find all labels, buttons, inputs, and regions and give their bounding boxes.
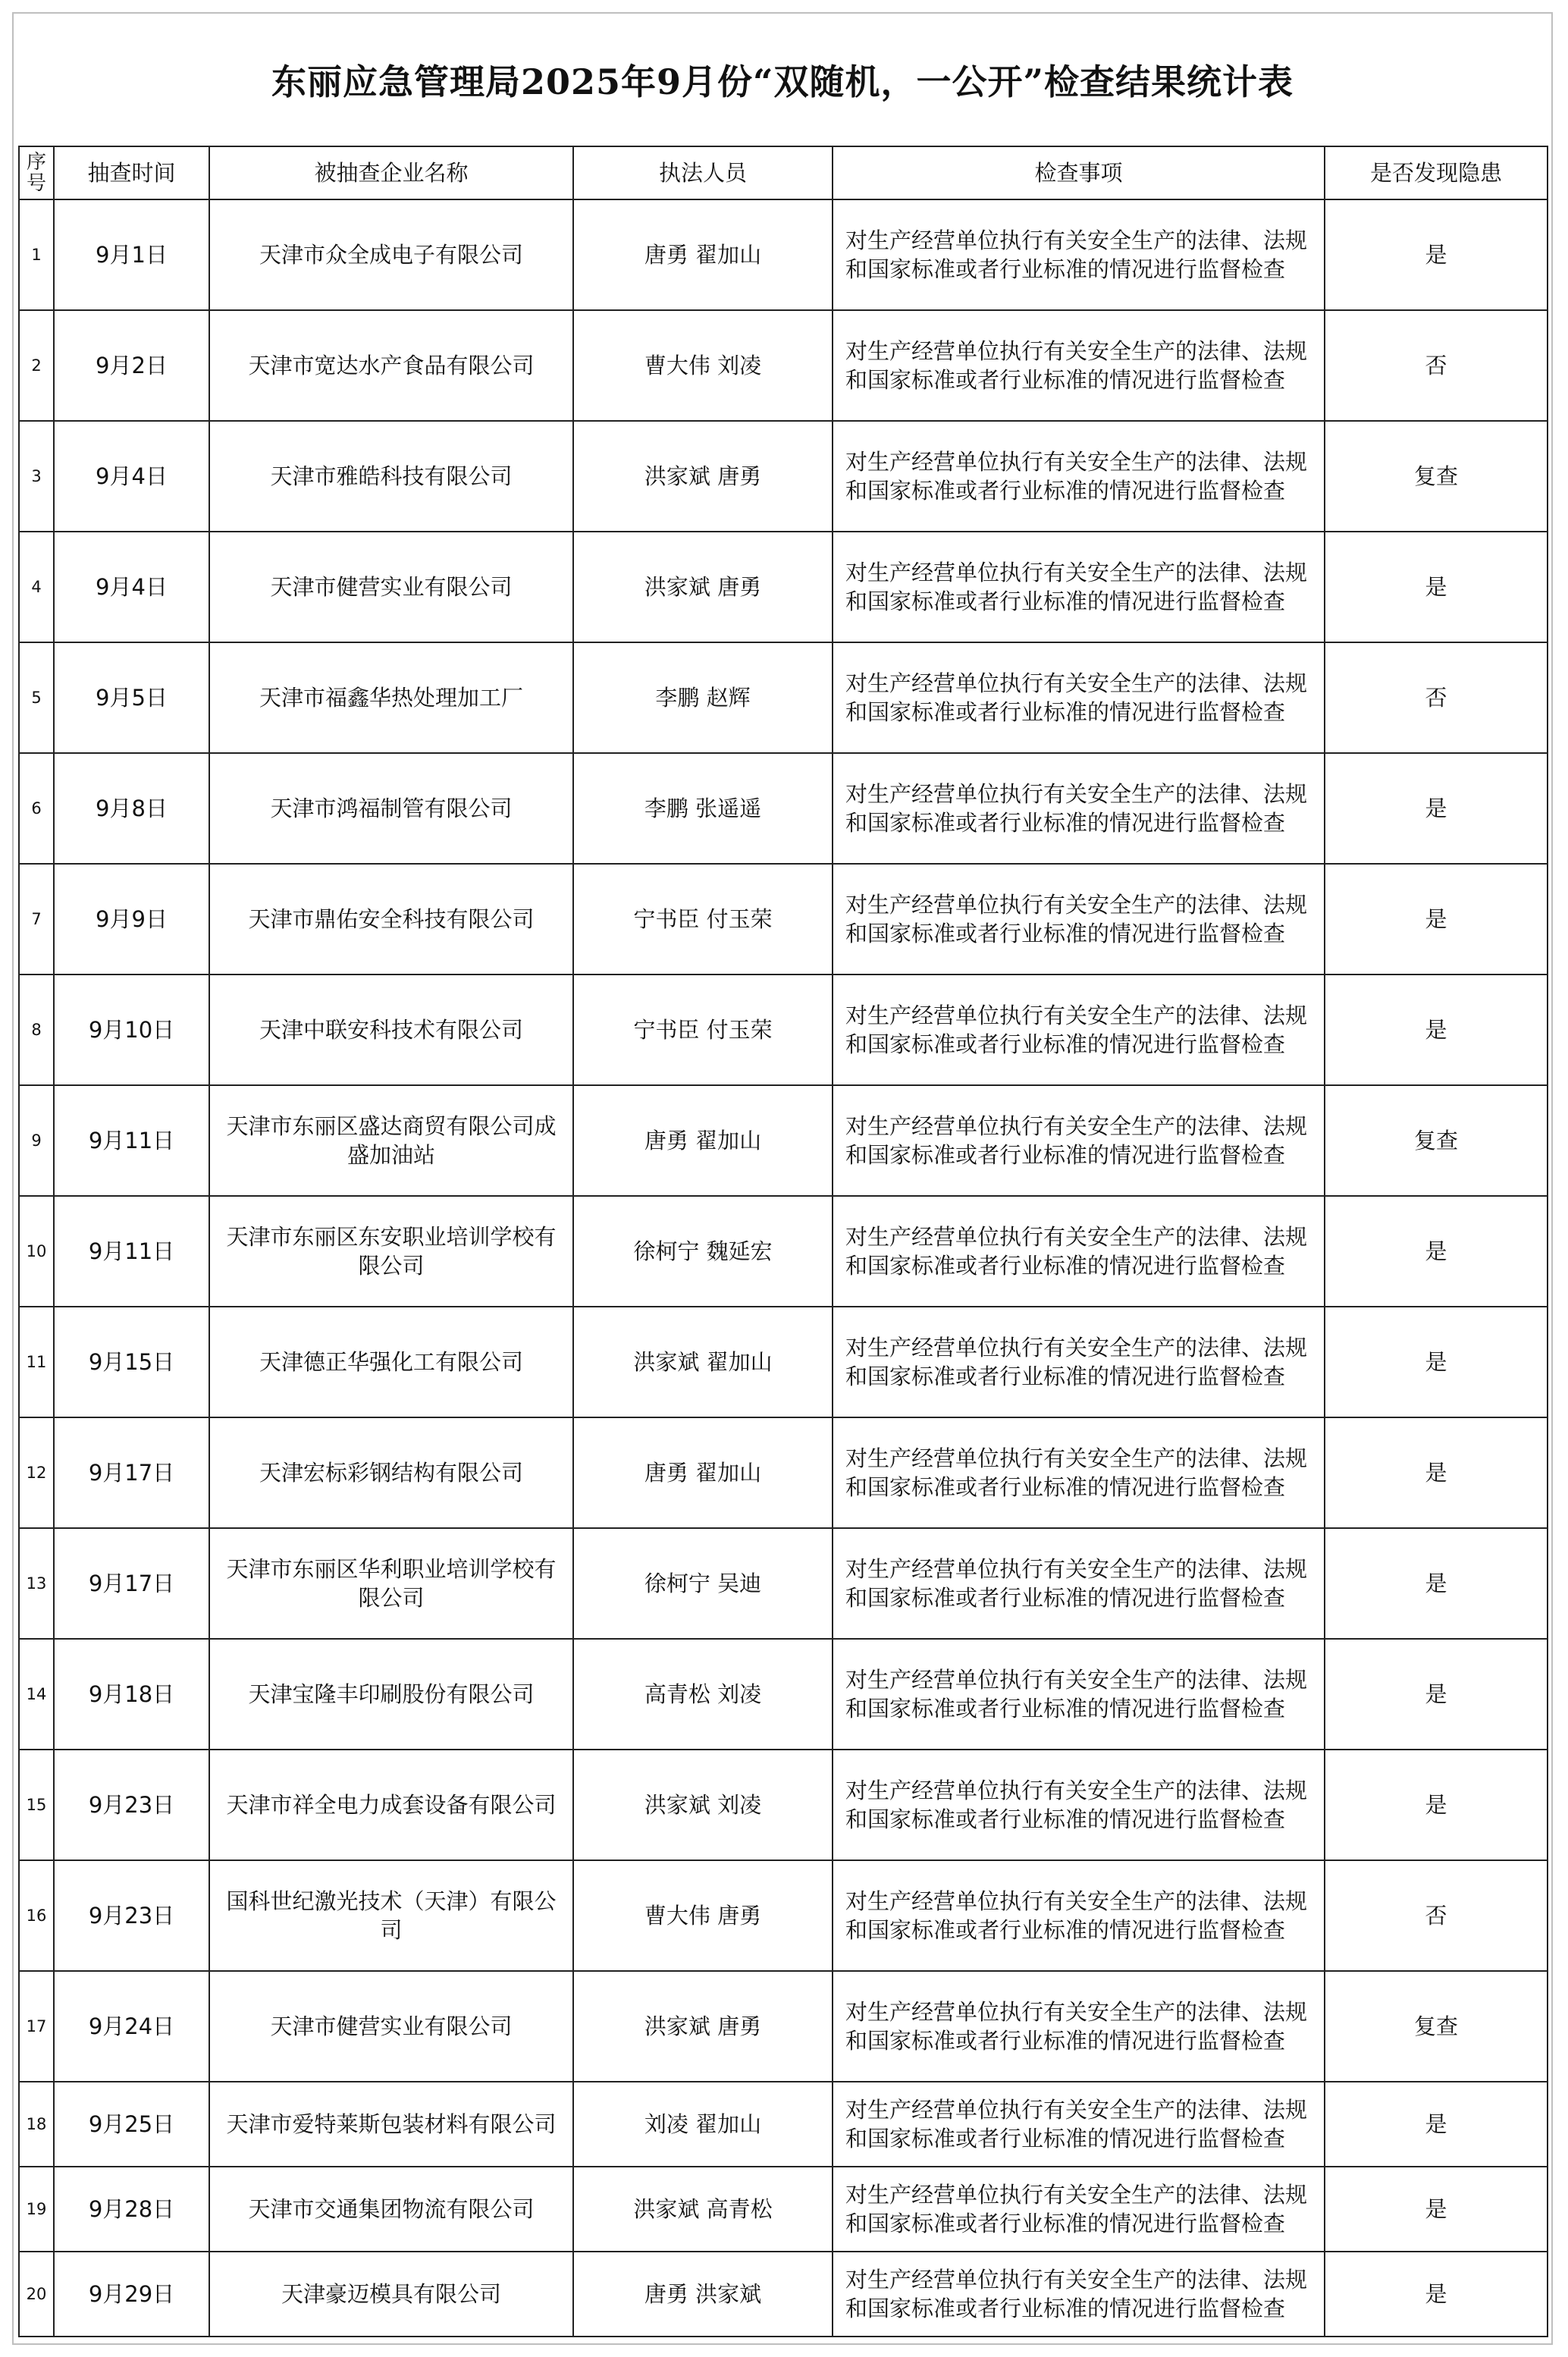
cell-item: 对生产经营单位执行有关安全生产的法律、法规和国家标准或者行业标准的情况进行监督检查 — [833, 974, 1325, 1085]
cell-hazard: 是 — [1325, 2082, 1548, 2167]
cell-date: 9月18日 — [54, 1639, 209, 1750]
cell-company: 天津市东丽区盛达商贸有限公司成盛加油站 — [209, 1085, 573, 1196]
cell-hazard: 是 — [1325, 864, 1548, 974]
header-company: 被抽查企业名称 — [209, 146, 573, 199]
cell-officers: 洪家斌 唐勇 — [573, 421, 833, 532]
cell-seq: 18 — [19, 2082, 54, 2167]
cell-company: 天津市众全成电子有限公司 — [209, 199, 573, 310]
cell-hazard: 是 — [1325, 1307, 1548, 1417]
cell-hazard: 否 — [1325, 310, 1548, 421]
cell-officers: 洪家斌 刘凌 — [573, 1750, 833, 1860]
cell-date: 9月25日 — [54, 2082, 209, 2167]
cell-officers: 宁书臣 付玉荣 — [573, 974, 833, 1085]
cell-company: 天津市交通集团物流有限公司 — [209, 2167, 573, 2252]
cell-officers: 李鹏 张遥遥 — [573, 753, 833, 864]
cell-hazard: 是 — [1325, 2252, 1548, 2337]
table-row — [19, 1639, 1548, 1750]
cell-item: 对生产经营单位执行有关安全生产的法律、法规和国家标准或者行业标准的情况进行监督检查 — [833, 2167, 1325, 2252]
cell-seq: 11 — [19, 1307, 54, 1417]
header-officers: 执法人员 — [573, 146, 833, 199]
cell-seq: 20 — [19, 2252, 54, 2337]
cell-officers: 高青松 刘凌 — [573, 1639, 833, 1750]
cell-seq: 19 — [19, 2167, 54, 2252]
cell-officers: 洪家斌 翟加山 — [573, 1307, 833, 1417]
cell-date: 9月29日 — [54, 2252, 209, 2337]
cell-date: 9月1日 — [54, 199, 209, 310]
table-row — [19, 1196, 1548, 1307]
cell-company: 天津市东丽区华利职业培训学校有限公司 — [209, 1528, 573, 1639]
cell-company: 天津市鼎佑安全科技有限公司 — [209, 864, 573, 974]
table-row — [19, 1417, 1548, 1528]
cell-hazard: 是 — [1325, 1528, 1548, 1639]
cell-hazard: 是 — [1325, 1196, 1548, 1307]
cell-item: 对生产经营单位执行有关安全生产的法律、法规和国家标准或者行业标准的情况进行监督检查 — [833, 2082, 1325, 2167]
cell-company: 天津市鸿福制管有限公司 — [209, 753, 573, 864]
cell-seq: 12 — [19, 1417, 54, 1528]
cell-date: 9月2日 — [54, 310, 209, 421]
cell-officers: 唐勇 翟加山 — [573, 1085, 833, 1196]
table-row — [19, 753, 1548, 864]
cell-officers: 洪家斌 唐勇 — [573, 1971, 833, 2082]
inspection-results-table — [18, 146, 1548, 2337]
cell-date: 9月15日 — [54, 1307, 209, 1417]
table-row — [19, 199, 1548, 310]
cell-officers: 洪家斌 高青松 — [573, 2167, 833, 2252]
cell-hazard: 是 — [1325, 2167, 1548, 2252]
cell-date: 9月17日 — [54, 1417, 209, 1528]
table-row — [19, 1085, 1548, 1196]
table-row — [19, 421, 1548, 532]
cell-company: 天津宝隆丰印刷股份有限公司 — [209, 1639, 573, 1750]
cell-item: 对生产经营单位执行有关安全生产的法律、法规和国家标准或者行业标准的情况进行监督检查 — [833, 753, 1325, 864]
header-item: 检查事项 — [833, 146, 1325, 199]
table-row — [19, 974, 1548, 1085]
cell-company: 天津市爱特莱斯包装材料有限公司 — [209, 2082, 573, 2167]
cell-seq: 16 — [19, 1860, 54, 1971]
cell-hazard: 是 — [1325, 532, 1548, 642]
cell-item: 对生产经营单位执行有关安全生产的法律、法规和国家标准或者行业标准的情况进行监督检查 — [833, 1085, 1325, 1196]
cell-company: 天津市福鑫华热处理加工厂 — [209, 642, 573, 753]
cell-hazard: 是 — [1325, 199, 1548, 310]
header-seq: 序号 — [19, 146, 54, 199]
cell-item: 对生产经营单位执行有关安全生产的法律、法规和国家标准或者行业标准的情况进行监督检查 — [833, 2252, 1325, 2337]
cell-officers: 唐勇 洪家斌 — [573, 2252, 833, 2337]
cell-item: 对生产经营单位执行有关安全生产的法律、法规和国家标准或者行业标准的情况进行监督检查 — [833, 1971, 1325, 2082]
table-row — [19, 310, 1548, 421]
cell-item: 对生产经营单位执行有关安全生产的法律、法规和国家标准或者行业标准的情况进行监督检查 — [833, 1860, 1325, 1971]
cell-hazard: 复查 — [1325, 421, 1548, 532]
cell-item: 对生产经营单位执行有关安全生产的法律、法规和国家标准或者行业标准的情况进行监督检查 — [833, 310, 1325, 421]
cell-hazard: 否 — [1325, 1860, 1548, 1971]
cell-company: 天津中联安科技术有限公司 — [209, 974, 573, 1085]
page-title: 东丽应急管理局2025年9月份“双随机，一公开”检查结果统计表 — [271, 61, 1294, 102]
cell-company: 天津市健营实业有限公司 — [209, 1971, 573, 2082]
cell-company: 国科世纪激光技术（天津）有限公司 — [209, 1860, 573, 1971]
cell-officers: 洪家斌 唐勇 — [573, 532, 833, 642]
cell-seq: 4 — [19, 532, 54, 642]
cell-date: 9月23日 — [54, 1750, 209, 1860]
document-sheet — [12, 12, 1553, 2345]
cell-company: 天津豪迈模具有限公司 — [209, 2252, 573, 2337]
cell-hazard: 复查 — [1325, 1085, 1548, 1196]
cell-hazard: 是 — [1325, 1417, 1548, 1528]
cell-officers: 徐柯宁 吴迪 — [573, 1528, 833, 1639]
table-row — [19, 1860, 1548, 1971]
cell-officers: 宁书臣 付玉荣 — [573, 864, 833, 974]
table-row — [19, 864, 1548, 974]
cell-company: 天津宏标彩钢结构有限公司 — [209, 1417, 573, 1528]
cell-item: 对生产经营单位执行有关安全生产的法律、法规和国家标准或者行业标准的情况进行监督检查 — [833, 421, 1325, 532]
table-row — [19, 1971, 1548, 2082]
cell-date: 9月9日 — [54, 864, 209, 974]
header-hazard: 是否发现隐患 — [1325, 146, 1548, 199]
cell-item: 对生产经营单位执行有关安全生产的法律、法规和国家标准或者行业标准的情况进行监督检查 — [833, 1307, 1325, 1417]
cell-item: 对生产经营单位执行有关安全生产的法律、法规和国家标准或者行业标准的情况进行监督检查 — [833, 864, 1325, 974]
cell-seq: 17 — [19, 1971, 54, 2082]
cell-hazard: 是 — [1325, 974, 1548, 1085]
cell-item: 对生产经营单位执行有关安全生产的法律、法规和国家标准或者行业标准的情况进行监督检查 — [833, 1417, 1325, 1528]
cell-company: 天津市健营实业有限公司 — [209, 532, 573, 642]
cell-date: 9月10日 — [54, 974, 209, 1085]
cell-seq: 5 — [19, 642, 54, 753]
table-row — [19, 1750, 1548, 1860]
cell-hazard: 否 — [1325, 642, 1548, 753]
cell-company: 天津市宽达水产食品有限公司 — [209, 310, 573, 421]
cell-hazard: 是 — [1325, 1750, 1548, 1860]
cell-item: 对生产经营单位执行有关安全生产的法律、法规和国家标准或者行业标准的情况进行监督检查 — [833, 642, 1325, 753]
cell-item: 对生产经营单位执行有关安全生产的法律、法规和国家标准或者行业标准的情况进行监督检查 — [833, 1528, 1325, 1639]
cell-date: 9月4日 — [54, 421, 209, 532]
cell-hazard: 复查 — [1325, 1971, 1548, 2082]
table-body — [19, 199, 1548, 2337]
cell-date: 9月4日 — [54, 532, 209, 642]
cell-seq: 3 — [19, 421, 54, 532]
cell-item: 对生产经营单位执行有关安全生产的法律、法规和国家标准或者行业标准的情况进行监督检查 — [833, 532, 1325, 642]
cell-item: 对生产经营单位执行有关安全生产的法律、法规和国家标准或者行业标准的情况进行监督检查 — [833, 1750, 1325, 1860]
table-row — [19, 1528, 1548, 1639]
cell-officers: 曹大伟 刘凌 — [573, 310, 833, 421]
cell-date: 9月11日 — [54, 1196, 209, 1307]
cell-seq: 13 — [19, 1528, 54, 1639]
cell-date: 9月24日 — [54, 1971, 209, 2082]
cell-officers: 刘凌 翟加山 — [573, 2082, 833, 2167]
cell-officers: 唐勇 翟加山 — [573, 199, 833, 310]
cell-date: 9月5日 — [54, 642, 209, 753]
cell-date: 9月17日 — [54, 1528, 209, 1639]
cell-company: 天津市雅皓科技有限公司 — [209, 421, 573, 532]
table-row — [19, 642, 1548, 753]
cell-company: 天津市东丽区东安职业培训学校有限公司 — [209, 1196, 573, 1307]
cell-item: 对生产经营单位执行有关安全生产的法律、法规和国家标准或者行业标准的情况进行监督检查 — [833, 1196, 1325, 1307]
title-row — [14, 14, 1551, 146]
table-row — [19, 2167, 1548, 2252]
cell-seq: 14 — [19, 1639, 54, 1750]
cell-officers: 李鹏 赵辉 — [573, 642, 833, 753]
cell-date: 9月11日 — [54, 1085, 209, 1196]
table-row — [19, 2252, 1548, 2337]
cell-seq: 15 — [19, 1750, 54, 1860]
cell-seq: 2 — [19, 310, 54, 421]
cell-company: 天津市祥全电力成套设备有限公司 — [209, 1750, 573, 1860]
cell-company: 天津德正华强化工有限公司 — [209, 1307, 573, 1417]
cell-hazard: 是 — [1325, 753, 1548, 864]
cell-date: 9月23日 — [54, 1860, 209, 1971]
table-row — [19, 2082, 1548, 2167]
header-date: 抽查时间 — [54, 146, 209, 199]
cell-seq: 6 — [19, 753, 54, 864]
cell-officers: 唐勇 翟加山 — [573, 1417, 833, 1528]
cell-seq: 9 — [19, 1085, 54, 1196]
cell-item: 对生产经营单位执行有关安全生产的法律、法规和国家标准或者行业标准的情况进行监督检查 — [833, 199, 1325, 310]
cell-date: 9月8日 — [54, 753, 209, 864]
cell-seq: 8 — [19, 974, 54, 1085]
cell-hazard: 是 — [1325, 1639, 1548, 1750]
cell-item: 对生产经营单位执行有关安全生产的法律、法规和国家标准或者行业标准的情况进行监督检查 — [833, 1639, 1325, 1750]
cell-seq: 7 — [19, 864, 54, 974]
table-row — [19, 1307, 1548, 1417]
table-row — [19, 532, 1548, 642]
table-header-row — [19, 146, 1548, 199]
cell-seq: 10 — [19, 1196, 54, 1307]
cell-officers: 徐柯宁 魏延宏 — [573, 1196, 833, 1307]
cell-seq: 1 — [19, 199, 54, 310]
cell-date: 9月28日 — [54, 2167, 209, 2252]
cell-officers: 曹大伟 唐勇 — [573, 1860, 833, 1971]
